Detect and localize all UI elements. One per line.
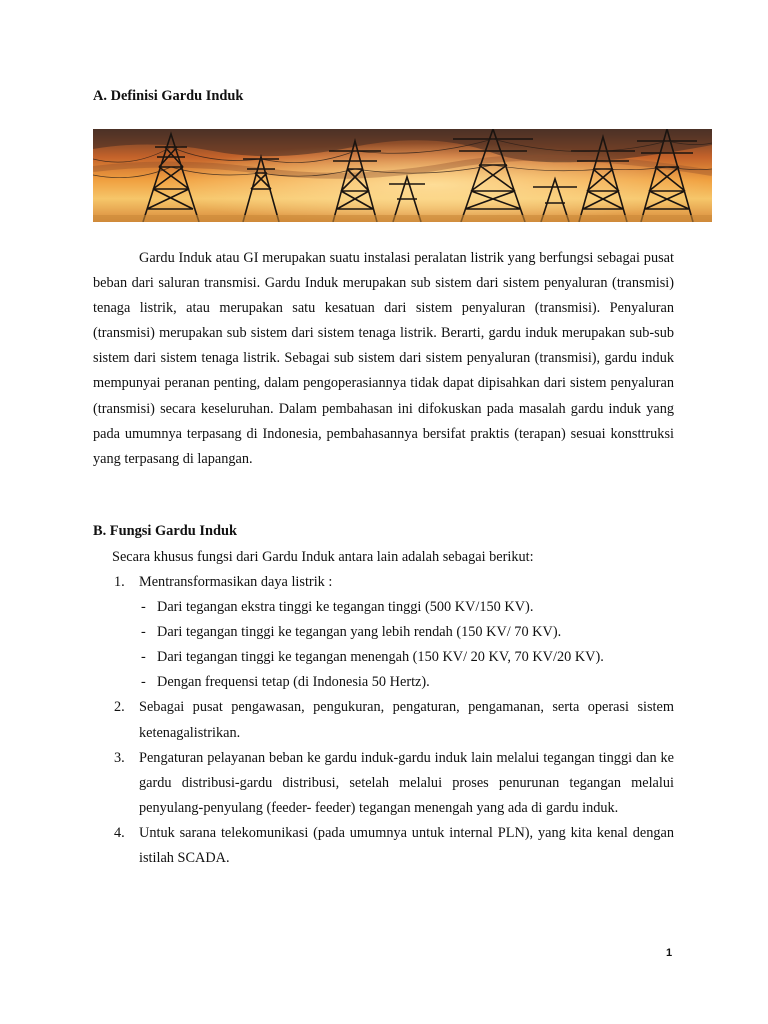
list-number: 1.	[114, 574, 125, 590]
sub-list-item	[139, 620, 674, 645]
list-item	[93, 695, 674, 745]
sub-item-text: Dari tegangan tinggi ke tegangan menengah (150 KV/ 20 KV, 70 KV/20 KV).	[157, 649, 604, 666]
sub-list	[139, 595, 674, 695]
list-item	[93, 570, 674, 695]
sub-list-item	[139, 595, 674, 620]
transmission-towers-image	[93, 129, 712, 222]
function-list	[93, 570, 674, 871]
section-b-intro: Secara khusus fungsi dari Gardu Induk antara lain adalah sebagai berikut:	[112, 549, 534, 565]
dash-bullet: -	[141, 649, 146, 666]
sub-list-item	[139, 645, 674, 670]
list-item	[93, 821, 674, 871]
dash-bullet: -	[141, 624, 146, 641]
transmission-towers-banner	[93, 129, 712, 222]
section-b-heading: B. Fungsi Gardu Induk	[93, 523, 237, 539]
list-item-text: Untuk sarana telekomunikasi (pada umumnya untuk internal PLN), yang kita kenal dengan istilah SCADA.	[139, 824, 674, 867]
page-number: 1	[666, 947, 673, 959]
sub-item-text: Dari tegangan ekstra tinggi ke tegangan tinggi (500 KV/150 KV).	[157, 599, 534, 616]
sub-list-item	[139, 670, 674, 695]
section-a-heading: A. Definisi Gardu Induk	[93, 88, 244, 104]
section-a-paragraph: Gardu Induk atau GI merupakan suatu instalasi peralatan listrik yang berfungsi sebagai pusat beban dari saluran transmisi. Gardu Induk merupakan sub sistem dari sistem penyaluran (transmisi) tenaga listrik, atau merupakan satu kesatuan dari sistem penyaluran (transmisi). Penyaluran (transmisi) merupakan sub sistem dari sistem tenaga listrik. Berarti, gardu induk merupakan sub-sub sistem dari sistem tenaga listrik. Sebagai sub sistem dari sistem penyaluran (transmisi), gardu induk mempunyai peranan penting, dalam pengoperasiannya tidak dapat dipisahkan dari sistem penyaluran (transmisi) secara keseluruhan. Dalam pembahasan ini difokuskan pada masalah gardu induk yang pada umumnya terpasang di Indonesia, pembahasannya bersifat praktis (terapan) sesuai konsttruksi yang terpasang di lapangan.	[93, 250, 674, 467]
list-item-text: Mentransformasikan daya listrik :	[139, 574, 333, 590]
list-item-text: Sebagai pusat pengawasan, pengukuran, pengaturan, pengamanan, serta operasi sistem ketenagalistrikan.	[139, 699, 674, 741]
dash-bullet: -	[141, 599, 146, 616]
dash-bullet: -	[141, 674, 146, 691]
list-number: 2.	[114, 699, 125, 716]
list-item	[93, 746, 674, 821]
sub-item-text: Dari tegangan tinggi ke tegangan yang lebih rendah (150 KV/ 70 KV).	[157, 624, 562, 641]
list-number: 3.	[114, 749, 125, 766]
list-number: 4.	[114, 824, 125, 841]
sub-item-text: Dengan frequensi tetap (di Indonesia 50 Hertz).	[157, 674, 430, 691]
list-item-text: Pengaturan pelayanan beban ke gardu induk-gardu induk lain melalui tegangan tinggi dan ke gardu distribusi-gardu distribusi, setelah melalui proses penurunan tegangan melalui penyulang-penyulang (feeder- feeder) tegangan menengah yang ada di gardu induk.	[139, 749, 674, 816]
